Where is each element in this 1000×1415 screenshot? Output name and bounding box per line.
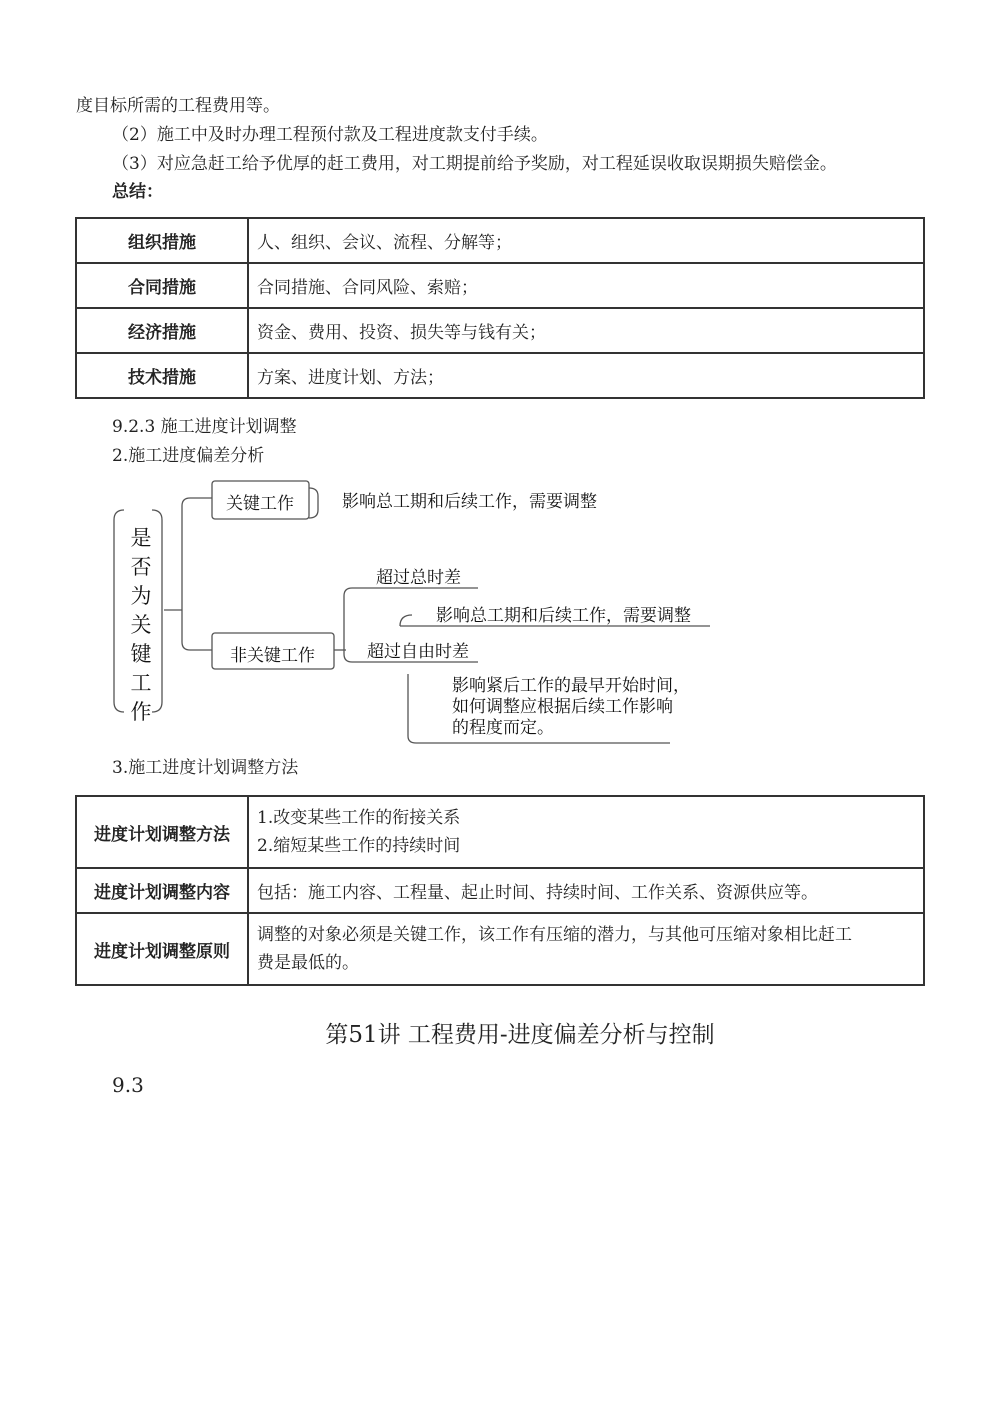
critical-work-label: 关键工作 bbox=[226, 494, 294, 514]
section-heading-adjust-method: 3.施工进度计划调整方法 bbox=[112, 758, 299, 778]
table-label-cell: 进度计划调整内容 bbox=[76, 868, 248, 913]
table-value-cell: 人、组织、会议、流程、分解等； bbox=[248, 218, 924, 263]
root-char: 作 bbox=[130, 700, 152, 724]
table-row bbox=[76, 308, 924, 353]
critical-work-result: 影响总工期和后续工作，需要调整 bbox=[342, 492, 597, 512]
table-label-cell: 合同措施 bbox=[76, 263, 248, 308]
mindmap-root bbox=[126, 524, 156, 727]
table-row bbox=[76, 913, 924, 985]
exceed-free-float-result bbox=[452, 676, 690, 739]
table-value-cell: 方案、进度计划、方法； bbox=[248, 353, 924, 398]
root-char: 为 bbox=[130, 584, 152, 608]
result-line: 的程度而定。 bbox=[452, 718, 554, 738]
result-line: 影响紧后工作的最早开始时间， bbox=[452, 676, 690, 696]
lecture-heading: 第51讲 工程费用-进度偏差分析与控制 bbox=[325, 1022, 715, 1048]
exceed-total-float-result: 影响总工期和后续工作，需要调整 bbox=[436, 606, 691, 626]
summary-label: 总结： bbox=[112, 182, 163, 202]
section-heading-923: 9.2.3 施工进度计划调整 bbox=[112, 417, 297, 437]
measures-table bbox=[75, 217, 925, 399]
table-row bbox=[76, 263, 924, 308]
cell-line: 调整的对象必须是关键工作，该工作有压缩的潜力，与其他可压缩对象相比赶工 bbox=[257, 925, 852, 945]
root-char: 键 bbox=[130, 642, 152, 666]
section-heading-deviation: 2.施工进度偏差分析 bbox=[112, 446, 265, 466]
section-heading-93: 9.3 bbox=[112, 1073, 144, 1097]
adjustment-table bbox=[75, 795, 925, 986]
exceed-total-float-label: 超过总时差 bbox=[376, 568, 461, 588]
table-row bbox=[76, 218, 924, 263]
exceed-total-result-connector bbox=[400, 615, 412, 626]
table-value-cell bbox=[248, 913, 924, 985]
table-label-cell: 技术措施 bbox=[76, 353, 248, 398]
paragraph-item-3: （3）对应急赶工给予优厚的赶工费用，对工期提前给予奖励，对工程延误收取误期损失赔偿金。 bbox=[112, 154, 837, 174]
root-char: 是 bbox=[130, 526, 152, 550]
table-row bbox=[76, 868, 924, 913]
root-char: 关 bbox=[130, 613, 152, 637]
table-value-cell: 资金、费用、投资、损失等与钱有关； bbox=[248, 308, 924, 353]
table-row bbox=[76, 796, 924, 868]
noncritical-brace bbox=[344, 588, 352, 662]
table-value-cell bbox=[248, 796, 924, 868]
table-value-cell: 包括：施工内容、工程量、起止时间、持续时间、工作关系、资源供应等。 bbox=[248, 868, 924, 913]
paragraph-item-2: （2）施工中及时办理工程预付款及工程进度款支付手续。 bbox=[112, 125, 548, 145]
result-line: 如何调整应根据后续工作影响 bbox=[452, 697, 673, 717]
root-char: 工 bbox=[130, 671, 152, 695]
root-char: 否 bbox=[130, 555, 152, 579]
table-label-cell: 组织措施 bbox=[76, 218, 248, 263]
root-bracket-left bbox=[114, 510, 124, 712]
cell-line: 费是最低的。 bbox=[257, 953, 359, 973]
branch-brace bbox=[182, 498, 190, 650]
critical-result-bracket bbox=[309, 488, 318, 518]
table-label-cell: 进度计划调整方法 bbox=[76, 796, 248, 868]
table-row bbox=[76, 353, 924, 398]
exceed-free-float-label: 超过自由时差 bbox=[367, 642, 469, 662]
cell-line: 1.改变某些工作的衔接关系 bbox=[257, 808, 461, 828]
table-label-cell: 经济措施 bbox=[76, 308, 248, 353]
noncritical-work-label: 非关键工作 bbox=[230, 646, 315, 666]
table-value-cell: 合同措施、合同风险、索赔； bbox=[248, 263, 924, 308]
paragraph-continuation: 度目标所需的工程费用等。 bbox=[76, 96, 280, 116]
cell-line: 2.缩短某些工作的持续时间 bbox=[257, 836, 461, 856]
table-label-cell: 进度计划调整原则 bbox=[76, 913, 248, 985]
